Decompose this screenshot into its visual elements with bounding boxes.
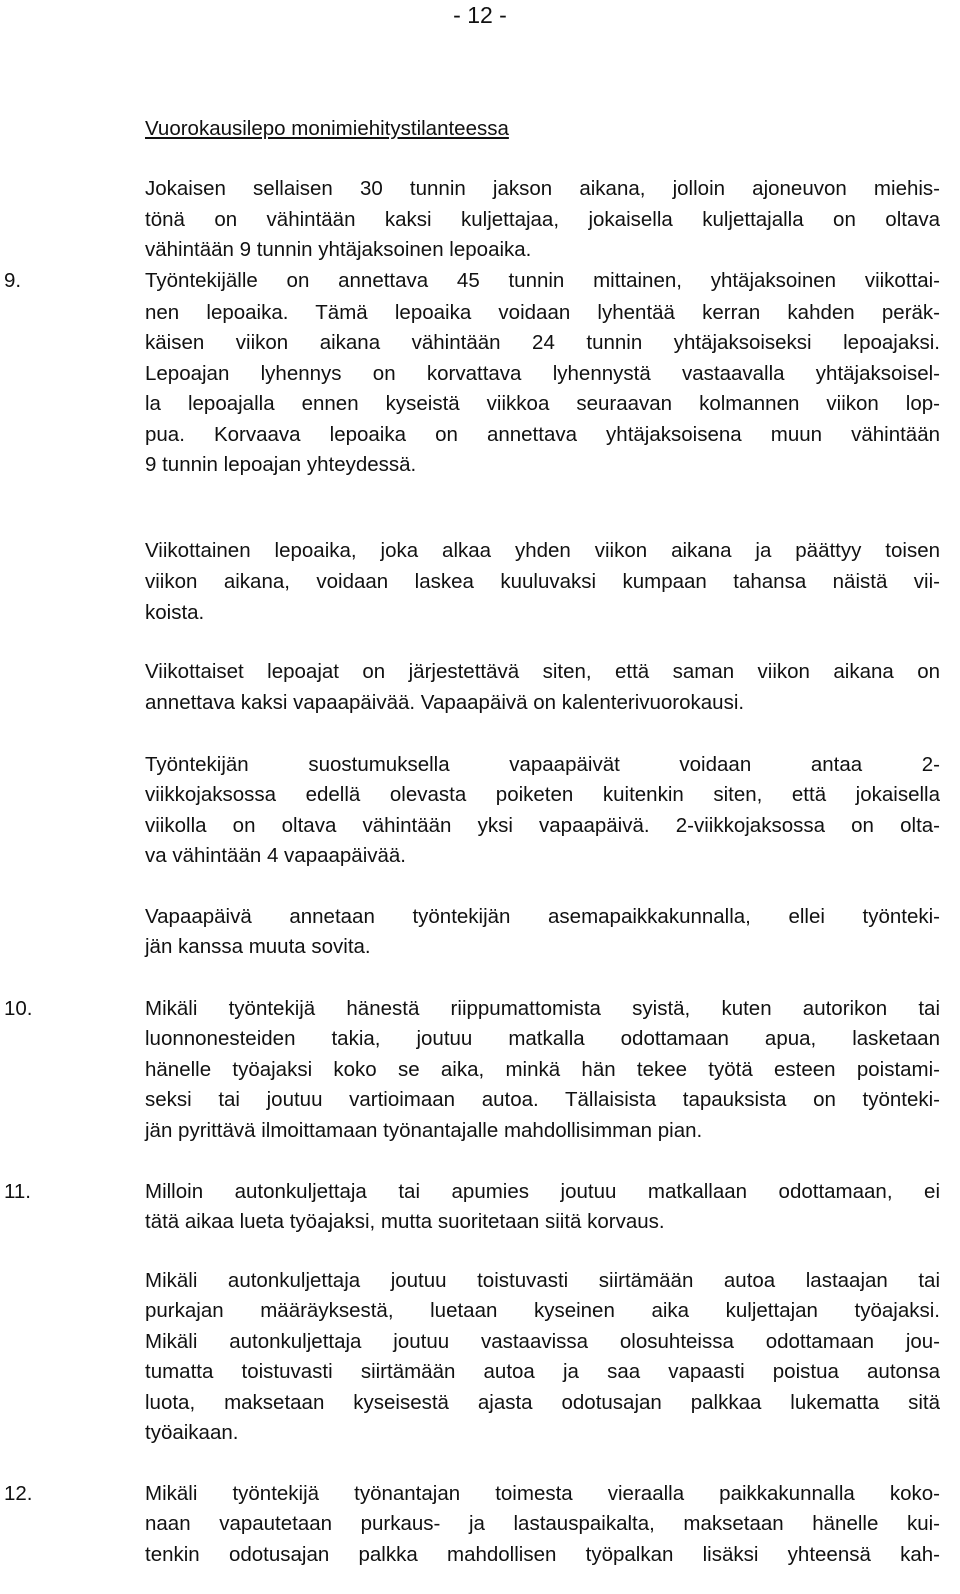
- text-line: Mikäli autonkuljettaja joutuu vastaavissa olosuhteissa odottamaan jou-: [145, 1330, 940, 1353]
- text-line: Viikottainen lepoaika, joka alkaa yhden viikon aikana ja päättyy toisen: [145, 539, 940, 562]
- text-line: nen lepoaika. Tämä lepoaika voidaan lyhentää kerran kahden peräk-: [145, 301, 940, 324]
- text-line: annettava kaksi vapaapäivää. Vapaapäivä on kalenterivuorokausi.: [145, 691, 745, 714]
- text-line: vähintään 9 tunnin yhtäjaksoinen lepoaika.: [145, 238, 532, 261]
- text-line: Vapaapäivä annetaan työntekijän asemapaikkakunnalla, ellei työnteki-: [145, 905, 940, 928]
- text-line: tumatta toistuvasti siirtämään autoa ja saa vapaasti poistua autonsa: [145, 1360, 940, 1383]
- text-line: työaikaan.: [145, 1421, 239, 1444]
- text-line: pua. Korvaava lepoaika on annettava yhtäjaksoisena muun vähintään: [145, 423, 940, 446]
- text-line: naan vapautetaan purkaus- ja lastauspaikalta, maksetaan hänelle kui-: [145, 1512, 940, 1535]
- item-number: 11.: [4, 1180, 31, 1203]
- text-line: tenkin odotusajan palkka mahdollisen työpalkan lisäksi yhteensä kah-: [145, 1543, 940, 1566]
- text-line: Jokaisen sellaisen 30 tunnin jakson aikana, jolloin ajoneuvon miehis-: [145, 177, 940, 200]
- item-number: 12.: [4, 1482, 33, 1505]
- text-line: purkajan määräyksestä, luetaan kyseinen aika kuljettajan työajaksi.: [145, 1299, 940, 1322]
- text-line: tönä on vähintään kaksi kuljettajaa, jokaisella kuljettajalla on oltava: [145, 208, 940, 231]
- text-line: Lepoajan lyhennys on korvattava lyhennystä vastaavalla yhtäjaksoisel-: [145, 362, 940, 385]
- text-line: Työntekijän suostumuksella vapaapäivät voidaan antaa 2-: [145, 753, 940, 776]
- text-line: käisen viikon aikana vähintään 24 tunnin yhtäjaksoiseksi lepoajaksi.: [145, 331, 940, 354]
- text-line: Mikäli työntekijä hänestä riippumattomista syistä, kuten autorikon tai: [145, 997, 940, 1020]
- text-line: Mikäli työntekijä työnantajan toimesta vieraalla paikkakunnalla koko-: [145, 1482, 940, 1505]
- text-line: hänelle työajaksi koko se aika, minkä hän tekee työtä esteen poistami-: [145, 1058, 940, 1081]
- text-line: seksi tai joutuu vartioimaan autoa. Tällaisista tapauksista on työnteki-: [145, 1088, 940, 1111]
- text-line: koista.: [145, 601, 205, 624]
- section-heading: Vuorokausilepo monimiehitystilanteessa: [145, 117, 509, 140]
- text-line: 9 tunnin lepoajan yhteydessä.: [145, 453, 417, 476]
- text-line: luota, maksetaan kyseisestä ajasta odotusajan palkkaa lukematta sitä: [145, 1391, 940, 1414]
- text-line: viikkojaksossa edellä olevasta poiketen kuitenkin siten, että jokaisella: [145, 783, 940, 806]
- text-line: va vähintään 4 vapaapäivää.: [145, 844, 407, 867]
- text-line: jän pyrittävä ilmoittamaan työnantajalle mahdollisimman pian.: [145, 1119, 703, 1142]
- text-line: la lepoajalla ennen kyseistä viikkoa seuraavan kolmannen viikon lop-: [145, 392, 940, 415]
- text-line: viikolla on oltava vähintään yksi vapaapäivä. 2-viikkojaksossa on olta-: [145, 814, 940, 837]
- text-line: jän kanssa muuta sovita.: [145, 935, 371, 958]
- text-line: Mikäli autonkuljettaja joutuu toistuvasti siirtämään autoa lastaajan tai: [145, 1269, 940, 1292]
- item-number: 9.: [4, 269, 22, 292]
- item-number: 10.: [4, 997, 33, 1020]
- text-line: tätä aikaa lueta työajaksi, mutta suoritetaan siitä korvaus.: [145, 1210, 665, 1233]
- text-line: viikon aikana, voidaan laskea kuuluvaksi kumpaan tahansa näistä vii-: [145, 570, 940, 593]
- text-line: Viikottaiset lepoajat on järjestettävä siten, että saman viikon aikana on: [145, 660, 940, 683]
- text-line: Milloin autonkuljettaja tai apumies joutuu matkallaan odottamaan, ei: [145, 1180, 940, 1203]
- text-line: Työntekijälle on annettava 45 tunnin mittainen, yhtäjaksoinen viikottai-: [145, 269, 940, 292]
- text-line: luonnonesteiden takia, joutuu matkalla odottamaan apua, lasketaan: [145, 1027, 940, 1050]
- page-number: - 12 -: [453, 2, 507, 28]
